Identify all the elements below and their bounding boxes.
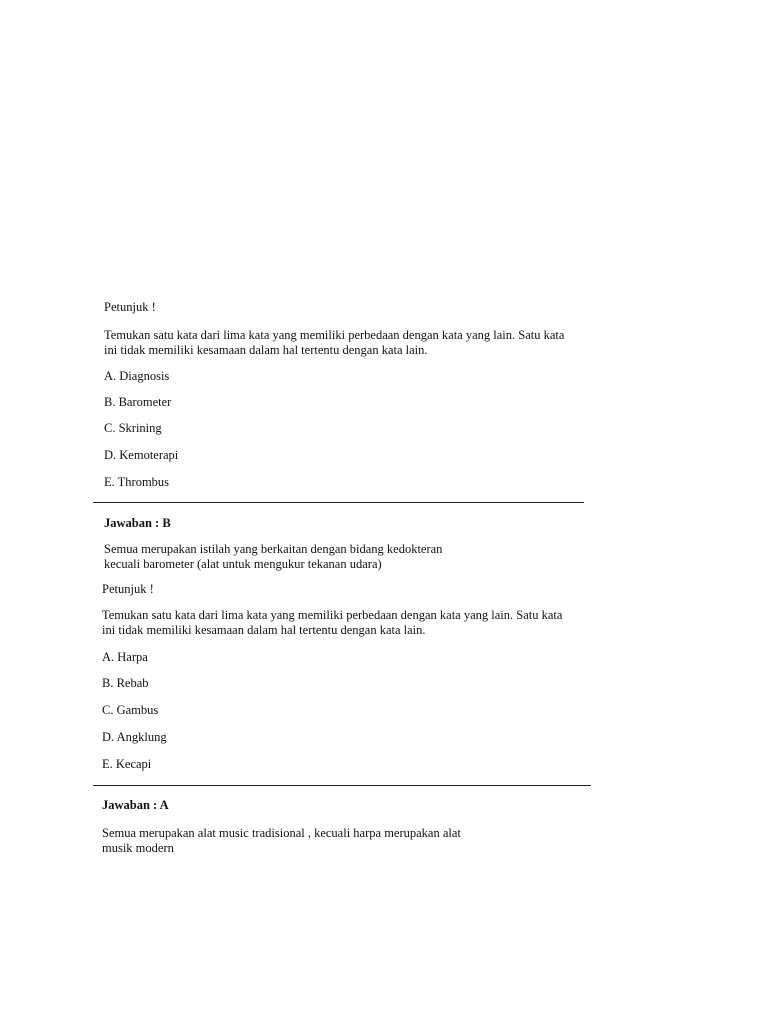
- q1-instruction-title: Petunjuk !: [104, 300, 156, 314]
- q2-instruction-line-2: ini tidak memiliki kesamaan dalam hal tertentu dengan kata lain.: [102, 623, 426, 637]
- q1-answer: Jawaban : B: [104, 516, 171, 530]
- q1-option-d: D. Kemoterapi: [104, 448, 179, 462]
- q1-instruction-line-2: ini tidak memiliki kesamaan dalam hal tertentu dengan kata lain.: [104, 343, 428, 357]
- q2-explanation-line-1: Semua merupakan alat music tradisional , kecuali harpa merupakan alat: [102, 826, 461, 840]
- q1-explanation-line-2: kecuali barometer (alat untuk mengukur tekanan udara): [104, 557, 382, 571]
- q2-answer: Jawaban : A: [102, 798, 169, 812]
- q1-option-c: C. Skrining: [104, 421, 162, 435]
- q1-divider: [93, 502, 584, 503]
- q2-option-b: B. Rebab: [102, 676, 149, 690]
- q2-explanation-line-2: musik modern: [102, 841, 174, 855]
- q1-option-b: B. Barometer: [104, 395, 172, 409]
- q2-instruction-line-1: Temukan satu kata dari lima kata yang memiliki perbedaan dengan kata yang lain. Satu kata: [102, 608, 563, 622]
- q2-option-c: C. Gambus: [102, 703, 159, 717]
- q2-divider: [93, 785, 591, 786]
- q1-option-a: A. Diagnosis: [104, 369, 170, 383]
- q2-instruction-title: Petunjuk !: [102, 582, 154, 596]
- q2-option-e: E. Kecapi: [102, 757, 152, 771]
- q1-instruction-line-1: Temukan satu kata dari lima kata yang memiliki perbedaan dengan kata yang lain. Satu kata: [104, 328, 565, 342]
- q2-option-a: A. Harpa: [102, 650, 148, 664]
- q1-explanation-line-1: Semua merupakan istilah yang berkaitan dengan bidang kedokteran: [104, 542, 443, 556]
- q2-option-d: D. Angklung: [102, 730, 167, 744]
- q1-option-e: E. Thrombus: [104, 475, 170, 489]
